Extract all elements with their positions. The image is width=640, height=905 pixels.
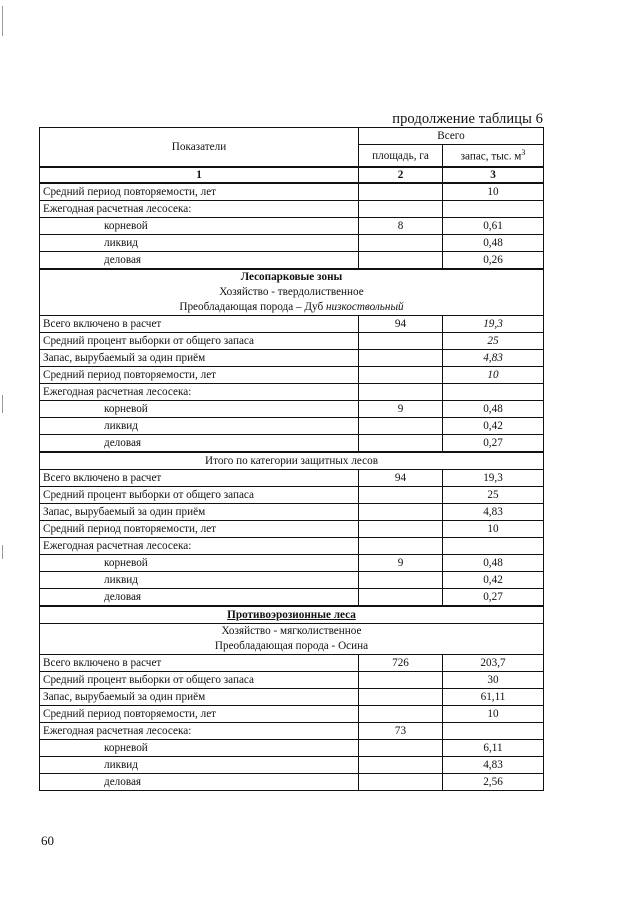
section-row — [40, 606, 544, 624]
row-area: 726 — [359, 655, 443, 672]
table-row — [40, 367, 544, 384]
row-stock: 10 — [443, 521, 544, 538]
table-row — [40, 572, 544, 589]
row-area — [359, 521, 443, 538]
row-area — [359, 367, 443, 384]
table-caption: продолжение таблицы 6 — [392, 111, 543, 127]
row-area — [359, 418, 443, 435]
row-area — [359, 487, 443, 504]
row-label: Запас, вырубаемый за один приём — [40, 689, 359, 706]
row-area — [359, 706, 443, 723]
row-label: Средний период повторяемости, лет — [40, 706, 359, 723]
section-title: Противоэрозионные леса — [40, 606, 544, 624]
row-label: Ежегодная расчетная лесосека: — [40, 201, 359, 218]
table-row — [40, 504, 544, 521]
section-header — [40, 624, 544, 655]
row-area — [359, 689, 443, 706]
row-stock: 0,48 — [443, 555, 544, 572]
header-stock-sup: 3 — [521, 147, 526, 157]
row-label: Всего включено в расчет — [40, 316, 359, 333]
table-row — [40, 555, 544, 572]
row-area: 9 — [359, 555, 443, 572]
row-area — [359, 235, 443, 252]
row-stock — [443, 538, 544, 555]
row-area — [359, 757, 443, 774]
table-row — [40, 235, 544, 252]
header-area: площадь, га — [359, 145, 443, 167]
table-row — [40, 538, 544, 555]
table-row — [40, 774, 544, 791]
row-area — [359, 740, 443, 757]
section-subtitle: Хозяйство - твердолиственное — [219, 286, 364, 298]
table-row — [40, 672, 544, 689]
row-label: Всего включено в расчет — [40, 470, 359, 487]
row-area: 94 — [359, 470, 443, 487]
row-area: 94 — [359, 316, 443, 333]
row-stock — [443, 723, 544, 740]
row-stock: 0,26 — [443, 252, 544, 270]
row-stock: 25 — [443, 487, 544, 504]
row-stock: 61,11 — [443, 689, 544, 706]
row-label: Средний процент выборки от общего запаса — [40, 333, 359, 350]
row-stock: 6,11 — [443, 740, 544, 757]
row-stock: 19,3 — [443, 316, 544, 333]
row-label: корневой — [40, 740, 359, 757]
row-area: 8 — [359, 218, 443, 235]
row-area — [359, 333, 443, 350]
row-label: Ежегодная расчетная лесосека: — [40, 384, 359, 401]
row-label: ликвид — [40, 418, 359, 435]
category-total-title: Итого по категории защитных лесов — [40, 452, 544, 470]
row-label: Запас, вырубаемый за один приём — [40, 504, 359, 521]
scan-edge-mark — [2, 545, 3, 559]
row-stock: 4,83 — [443, 757, 544, 774]
data-table — [39, 127, 544, 791]
row-area — [359, 201, 443, 218]
header-stock-text: запас, тыс. м — [460, 150, 522, 163]
row-stock: 10 — [443, 367, 544, 384]
row-label: Средний период повторяемости, лет — [40, 367, 359, 384]
table-row — [40, 723, 544, 740]
table-row — [40, 470, 544, 487]
table-row — [40, 521, 544, 538]
row-label: Средний период повторяемости, лет — [40, 521, 359, 538]
row-label: корневой — [40, 218, 359, 235]
row-label: деловая — [40, 435, 359, 453]
scan-edge-mark — [2, 395, 3, 413]
table-row — [40, 201, 544, 218]
section-subtitle: Хозяйство - мягколиственное — [221, 625, 362, 637]
row-stock: 0,42 — [443, 418, 544, 435]
table-row — [40, 183, 544, 201]
row-stock — [443, 384, 544, 401]
row-label: Ежегодная расчетная лесосека: — [40, 723, 359, 740]
row-label: Запас, вырубаемый за один приём — [40, 350, 359, 367]
row-label: Средний процент выборки от общего запаса — [40, 672, 359, 689]
row-area — [359, 252, 443, 270]
row-stock: 30 — [443, 672, 544, 689]
row-stock: 0,48 — [443, 401, 544, 418]
section-species: Преобладающая порода – Дуб низкоствольный — [179, 301, 404, 313]
row-label: Ежегодная расчетная лесосека: — [40, 538, 359, 555]
table-row — [40, 757, 544, 774]
row-stock: 2,56 — [443, 774, 544, 791]
table-row — [40, 435, 544, 453]
row-stock: 0,48 — [443, 235, 544, 252]
row-stock: 10 — [443, 706, 544, 723]
row-stock: 19,3 — [443, 470, 544, 487]
table-row — [40, 350, 544, 367]
row-label: Всего включено в расчет — [40, 655, 359, 672]
row-area — [359, 504, 443, 521]
scan-edge-mark — [2, 6, 3, 36]
row-area — [359, 672, 443, 689]
row-stock: 0,27 — [443, 435, 544, 453]
table-row — [40, 589, 544, 607]
table-row — [40, 218, 544, 235]
table-row — [40, 418, 544, 435]
header-total: Всего — [359, 128, 544, 145]
row-area — [359, 538, 443, 555]
row-label: Средний процент выборки от общего запаса — [40, 487, 359, 504]
row-stock: 4,83 — [443, 504, 544, 521]
row-stock — [443, 201, 544, 218]
page-number: 60 — [41, 833, 54, 848]
row-area: 73 — [359, 723, 443, 740]
row-label: корневой — [40, 401, 359, 418]
table-row — [40, 487, 544, 504]
row-area — [359, 572, 443, 589]
row-area: 9 — [359, 401, 443, 418]
row-stock: 0,27 — [443, 589, 544, 607]
table-row — [40, 316, 544, 333]
header-indicators: Показатели — [40, 128, 359, 168]
total-row — [40, 452, 544, 470]
column-number-3: 3 — [443, 167, 544, 183]
table-row — [40, 706, 544, 723]
table-row — [40, 655, 544, 672]
table-row — [40, 740, 544, 757]
row-stock: 0,61 — [443, 218, 544, 235]
row-label: деловая — [40, 774, 359, 791]
section-title: Лесопарковые зоны — [240, 271, 343, 283]
row-area — [359, 384, 443, 401]
table-row — [40, 333, 544, 350]
header-stock — [443, 145, 544, 167]
row-area — [359, 589, 443, 607]
row-stock: 203,7 — [443, 655, 544, 672]
table-row — [40, 401, 544, 418]
section-row — [40, 269, 544, 316]
row-label: ликвид — [40, 757, 359, 774]
column-number-2: 2 — [359, 167, 443, 183]
row-stock: 10 — [443, 183, 544, 201]
row-area — [359, 435, 443, 453]
row-stock: 0,42 — [443, 572, 544, 589]
row-label: ликвид — [40, 572, 359, 589]
row-area — [359, 350, 443, 367]
table-row — [40, 384, 544, 401]
row-label: корневой — [40, 555, 359, 572]
section-header — [40, 269, 544, 316]
section-row — [40, 624, 544, 655]
row-label: ликвид — [40, 235, 359, 252]
row-stock: 4,83 — [443, 350, 544, 367]
section-species: Преобладающая порода - Осина — [214, 640, 369, 652]
row-label: Средний период повторяемости, лет — [40, 183, 359, 201]
row-label: деловая — [40, 252, 359, 270]
table-row — [40, 252, 544, 270]
row-area — [359, 183, 443, 201]
row-stock: 25 — [443, 333, 544, 350]
column-number-1: 1 — [40, 167, 359, 183]
row-label: деловая — [40, 589, 359, 607]
table-row — [40, 689, 544, 706]
row-area — [359, 774, 443, 791]
